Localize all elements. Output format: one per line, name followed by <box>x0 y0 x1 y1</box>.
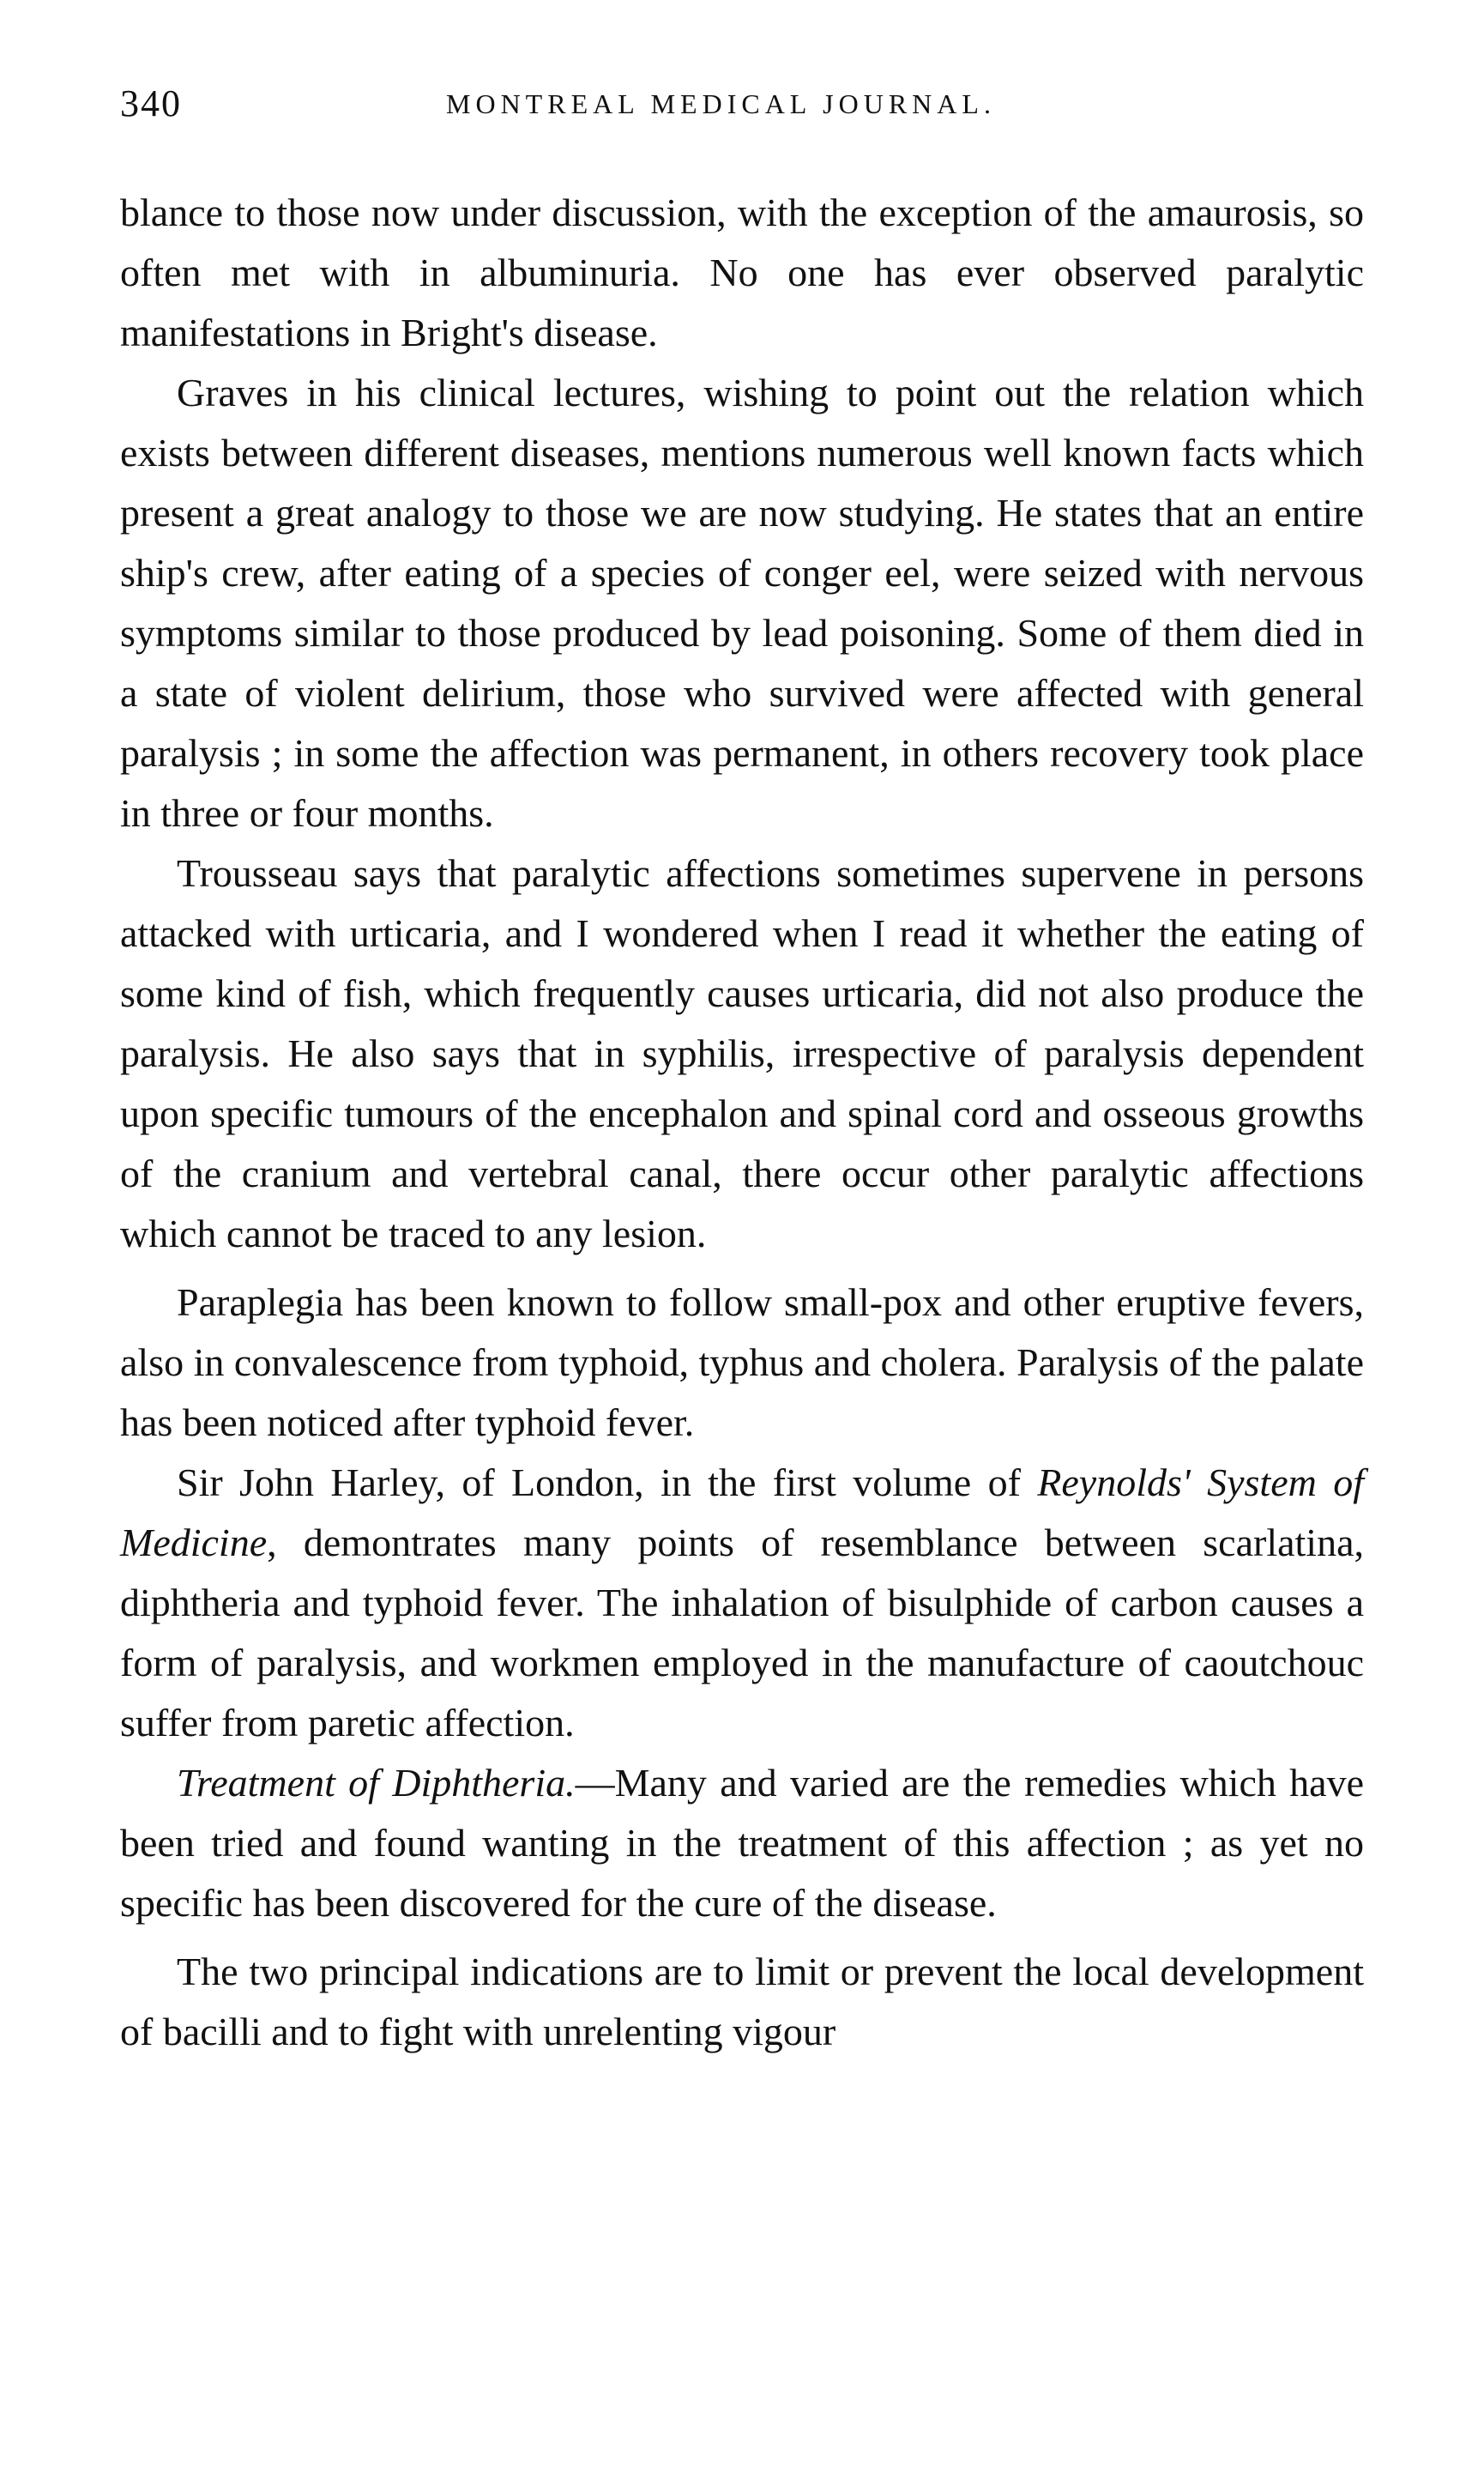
paragraph-trousseau: Trousseau says that paralytic affections sometimes supervene in persons attacked with urticaria, and I wondered when I read it whether the eating of some kind of fish, which frequently causes urticaria, did not also produce the paralysis. He also says that in syphilis, irrespective of paralysis dependent upon specific tumours of the encephalon and spinal cord and osseous growths of the cranium and vertebral canal, there occur other paralytic affections which cannot be traced to any lesion. <box>120 851 1364 1255</box>
reynolds-title-italic: Reynolds' System of Medicine <box>120 1460 1364 1564</box>
page-number: 340 <box>120 82 182 124</box>
paragraph-continuation: blance to those now under discussion, with the exception of the amaurosis, so often met with in albuminuria. No one has ever observed paralytic manifestations in Bright's disease. <box>120 190 1364 354</box>
paragraph-indications: The two principal indications are to limit or prevent the local development of bacilli and to fight with unrelenting vigour <box>120 1950 1364 2053</box>
page-header <box>120 82 1364 133</box>
treatment-heading-italic: Treatment of Diphtheria. <box>177 1761 576 1805</box>
paragraph-harley <box>120 1453 1364 1753</box>
paragraph-treatment <box>120 1753 1364 1933</box>
harley-text-after: , demontrates many points of resemblance between scarlatina, diphtheria and typhoid fever. The inhalation of bisulphide of carbon causes a form of paralysis, and workmen employed in the manufacture of caoutchouc suffer from paretic affection. <box>120 1521 1364 1744</box>
paragraph-graves: Graves in his clinical lectures, wishing to point out the relation which exists between different diseases, mentions numerous well known facts which present a great analogy to those we are now studying. He states that an entire ship's crew, after eating of a species of conger eel, were seized with nervous symptoms similar to those produced by lead poisoning. Some of them died in a state of violent delirium, those who survived were affected with general paralysis ; in some the affection was permanent, in others recovery took place in three or four months. <box>120 371 1364 835</box>
journal-page <box>120 82 1364 2062</box>
harley-text-before: Sir John Harley, of London, in the first volume of <box>177 1460 1038 1504</box>
running-head: MONTREAL MEDICAL JOURNAL. <box>446 88 996 119</box>
paragraph-paraplegia: Paraplegia has been known to follow small-pox and other eruptive fevers, also in convalescence from typhoid, typhus and cholera. Paralysis of the palate has been noticed after typhoid fever. <box>120 1280 1364 1444</box>
article-body <box>120 183 1364 2062</box>
treatment-text: —Many and varied are the remedies which have been tried and found wanting in the treatment of this affection ; as yet no specific has been discovered for the cure of the disease. <box>120 1761 1364 1925</box>
